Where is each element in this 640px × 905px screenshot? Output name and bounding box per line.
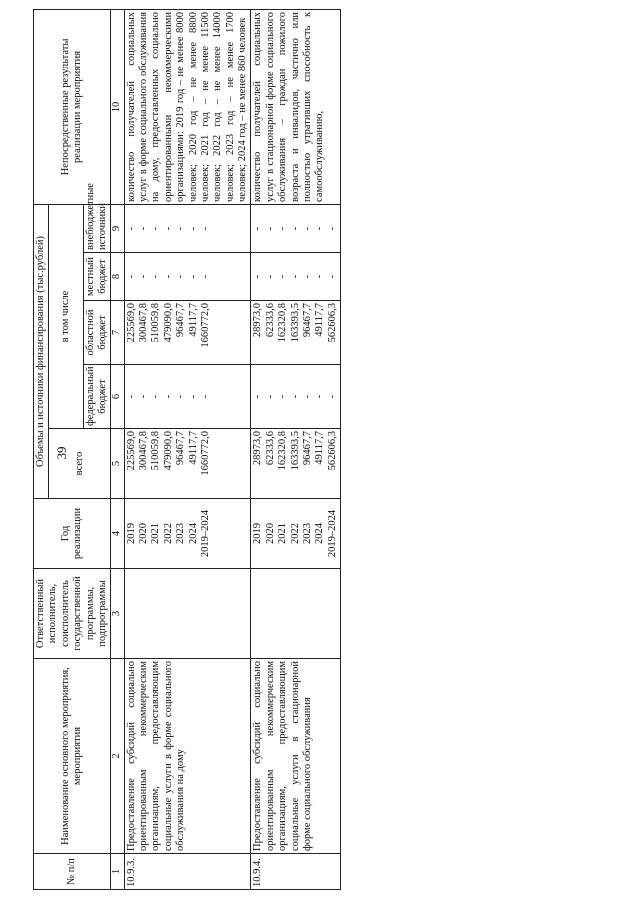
header-funding: Объемы и источники финансирования (тыс.рублей) bbox=[34, 204, 49, 498]
responsible bbox=[251, 569, 341, 659]
total bbox=[251, 429, 341, 499]
local-value: - bbox=[175, 274, 187, 279]
years-value: 2024 bbox=[314, 523, 326, 544]
federal-value: - bbox=[314, 394, 326, 399]
years-value: 2021 bbox=[150, 523, 162, 544]
total-value: 49117,7 bbox=[314, 431, 326, 465]
federal-value: - bbox=[277, 394, 289, 399]
colnum: 9 bbox=[111, 204, 124, 252]
extra-value: - bbox=[289, 226, 301, 231]
years-value: 2024 bbox=[187, 523, 199, 544]
header-year: Год реализации bbox=[34, 499, 111, 569]
header-incl: в том числе bbox=[49, 204, 83, 428]
years-value: 2020 bbox=[264, 523, 276, 544]
local-value: - bbox=[125, 274, 137, 279]
extra bbox=[124, 204, 251, 252]
total-value: 49117,7 bbox=[187, 431, 199, 465]
regional-value: 225569,0 bbox=[125, 303, 137, 343]
extra-value: - bbox=[301, 226, 313, 231]
extra-value: - bbox=[326, 226, 338, 231]
total-value: 225569,0 bbox=[125, 431, 137, 471]
federal-value: - bbox=[289, 394, 301, 399]
header-num: № п/п bbox=[34, 854, 111, 890]
federal-value: - bbox=[326, 394, 338, 399]
row-number: 10.9.4. bbox=[251, 854, 341, 890]
total-value: 510059,8 bbox=[150, 431, 162, 471]
colnum: 4 bbox=[111, 499, 124, 569]
regional-value: 62333,6 bbox=[264, 303, 276, 338]
total-value: 96467,7 bbox=[301, 431, 313, 466]
header-extra: внебюджетные источники bbox=[83, 204, 111, 252]
local-value: - bbox=[187, 274, 199, 279]
federal-value: - bbox=[138, 394, 149, 399]
rotated-page bbox=[33, 10, 633, 890]
federal bbox=[124, 365, 251, 429]
regional-value: 49117,7 bbox=[187, 303, 199, 337]
regional-value: 479090,0 bbox=[162, 303, 174, 343]
local-value: - bbox=[252, 274, 264, 279]
local-value: - bbox=[301, 274, 313, 279]
extra-value: - bbox=[252, 226, 264, 231]
responsible bbox=[124, 569, 251, 659]
years-value: 2019 bbox=[252, 523, 264, 544]
colnum: 1 bbox=[111, 854, 124, 890]
header-name: Наименование основного мероприятия, мероприятия bbox=[34, 659, 111, 854]
program-table bbox=[33, 9, 341, 890]
years-value: 2020 bbox=[138, 523, 149, 544]
regional-value: 163393,5 bbox=[289, 303, 301, 343]
total-value: 163393,5 bbox=[289, 431, 301, 471]
total-value: 28973,0 bbox=[252, 431, 264, 466]
extra-value: - bbox=[277, 226, 289, 231]
extra bbox=[251, 204, 341, 252]
years-value: 2021 bbox=[277, 523, 289, 544]
years-value: 2022 bbox=[289, 523, 301, 544]
total-value: 162320,8 bbox=[277, 431, 289, 471]
extra-value: - bbox=[199, 226, 211, 231]
federal-value: - bbox=[150, 394, 162, 399]
total-value: 562606,3 bbox=[326, 431, 338, 471]
federal-value: - bbox=[162, 394, 174, 399]
local-value: - bbox=[199, 274, 211, 279]
regional bbox=[124, 301, 251, 365]
regional-value: 96467,7 bbox=[175, 303, 187, 338]
extra-value: - bbox=[162, 226, 174, 231]
local-value: - bbox=[289, 274, 301, 279]
extra-value: - bbox=[314, 226, 326, 231]
extra-value: - bbox=[138, 226, 149, 231]
local-value: - bbox=[150, 274, 162, 279]
federal-value: - bbox=[301, 394, 313, 399]
extra-value: - bbox=[125, 226, 137, 231]
years-value: 2023 bbox=[175, 523, 187, 544]
local-value: - bbox=[138, 274, 149, 279]
table-row bbox=[251, 9, 341, 889]
page-number: 39 bbox=[54, 446, 69, 460]
regional-value: 300467,8 bbox=[138, 303, 149, 343]
federal-value: - bbox=[252, 394, 264, 399]
years bbox=[124, 499, 251, 569]
header-federal: федеральный бюджет bbox=[83, 365, 111, 429]
local-value: - bbox=[326, 274, 338, 279]
total bbox=[124, 429, 251, 499]
total-value: 479090,0 bbox=[162, 431, 174, 471]
extra-value: - bbox=[175, 226, 187, 231]
regional-value: 1660772,0 bbox=[199, 303, 211, 348]
colnum: 5 bbox=[111, 429, 124, 499]
colnum: 8 bbox=[111, 253, 124, 301]
regional-value: 96467,7 bbox=[301, 303, 313, 338]
row-number: 10.9.3. bbox=[124, 854, 251, 890]
extra-value: - bbox=[187, 226, 199, 231]
colnum: 2 bbox=[111, 659, 124, 854]
local bbox=[124, 253, 251, 301]
colnum: 10 bbox=[111, 9, 124, 204]
local-value: - bbox=[314, 274, 326, 279]
column-numbers bbox=[111, 9, 124, 889]
regional-value: 49117,7 bbox=[314, 303, 326, 337]
result: количество получателей социальных услуг в форме социального обслуживания на дому, предоставленных социально ориентированными некоммерческими организациями: 2019 год – не менее 8000 человек; 2020 год – не менее 8800 человек; 2021 год – не менее 11500 человек; 2022 год – не менее 14000 человек; 2023 год – не менее 1700 человек; 2024 год – не менее 860 человек bbox=[124, 9, 251, 204]
federal-value: - bbox=[264, 394, 276, 399]
federal-value: - bbox=[175, 394, 187, 399]
local bbox=[251, 253, 341, 301]
activity-name: Предоставление субсидий социально ориентированным некоммерческим организациям, предоставляющим социальные услуги в стационарной форме социального обслуживания bbox=[251, 659, 341, 854]
local-value: - bbox=[277, 274, 289, 279]
header-results: Непосредственные результаты реализации мероприятия bbox=[34, 9, 111, 204]
federal-value: - bbox=[199, 394, 211, 399]
colnum: 7 bbox=[111, 301, 124, 365]
result: количество получателей социальных услуг в стационарной форме социального обслуживания – граждан пожилого возраста и инвалидов, частично или полностью утративших способность к самообслуживанию, bbox=[251, 9, 341, 204]
regional-value: 510059,8 bbox=[150, 303, 162, 343]
total-value: 96467,7 bbox=[175, 431, 187, 466]
years-value: 2022 bbox=[162, 523, 174, 544]
years-value: 2019–2024 bbox=[326, 509, 338, 558]
extra-value: - bbox=[264, 226, 276, 231]
federal-value: - bbox=[125, 394, 137, 399]
colnum: 3 bbox=[111, 569, 124, 659]
federal-value: - bbox=[187, 394, 199, 399]
regional-value: 28973,0 bbox=[252, 303, 264, 338]
header-local: местный бюджет bbox=[83, 253, 111, 301]
header-responsible: Ответственный исполнитель, соисполнитель государственной программы, подпрограммы bbox=[34, 569, 111, 659]
regional-value: 562606,3 bbox=[326, 303, 338, 343]
activity-name: Предоставление субсидий социально ориентированным некоммерческим организациям, предоставляющим социальные услуги в форме социального обслуживания на дому bbox=[124, 659, 251, 854]
years-value: 2019 bbox=[125, 523, 137, 544]
regional bbox=[251, 301, 341, 365]
regional-value: 162320,8 bbox=[277, 303, 289, 343]
table-row bbox=[124, 9, 251, 889]
local-value: - bbox=[162, 274, 174, 279]
years-value: 2023 bbox=[301, 523, 313, 544]
colnum: 6 bbox=[111, 365, 124, 429]
total-value: 1660772,0 bbox=[199, 431, 211, 476]
total-value: 300467,8 bbox=[138, 431, 149, 471]
total-value: 62333,6 bbox=[264, 431, 276, 466]
header-total: всего bbox=[49, 429, 111, 499]
local-value: - bbox=[264, 274, 276, 279]
header-regional: областной бюджет bbox=[83, 301, 111, 365]
years bbox=[251, 499, 341, 569]
years-value: 2019–2024 bbox=[199, 509, 211, 558]
extra-value: - bbox=[150, 226, 162, 231]
federal bbox=[251, 365, 341, 429]
